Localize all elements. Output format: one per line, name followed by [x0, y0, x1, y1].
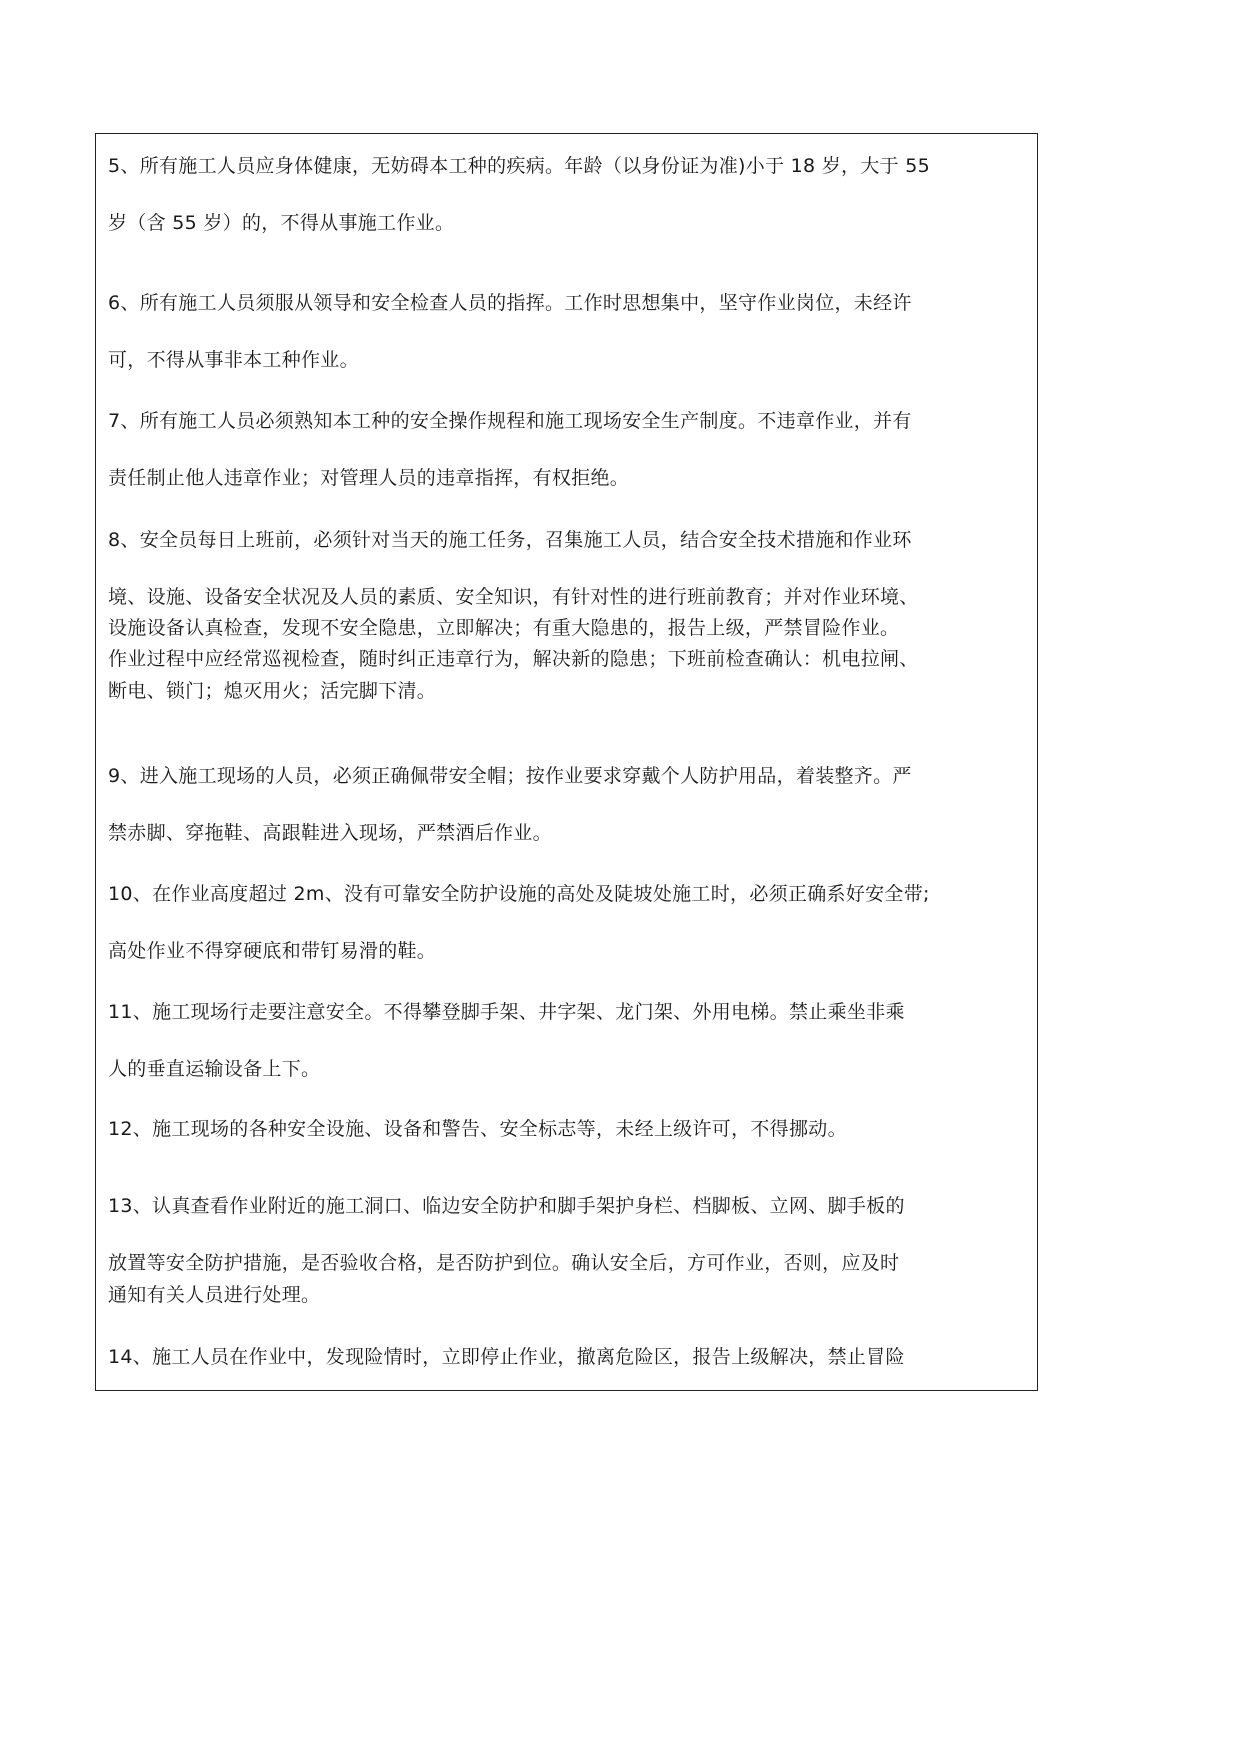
- item-9-line-1: 9、进入施工现场的人员，必须正确佩带安全帽；按作业要求穿戴个人防护用品，着装整齐。严: [108, 765, 912, 787]
- item-5: [108, 157, 1028, 233]
- item-12-line-1: 12、施工现场的各种安全设施、设备和警告、安全标志等，未经上级许可，不得挪动。: [108, 1118, 847, 1140]
- item-11-line-2: 人的垂直运输设备上下。: [108, 1058, 321, 1080]
- item-12: [108, 1120, 1028, 1139]
- item-8-line-2: 境、设施、设备安全状况及人员的素质、安全知识，有针对性的进行班前教育；并对作业环境、: [108, 586, 919, 608]
- item-9: [108, 767, 1028, 843]
- item-14: [108, 1348, 1028, 1367]
- item-6-line-1: 6、所有施工人员须服从领导和安全检查人员的指挥。工作时思想集中，坚守作业岗位，未经许: [108, 292, 912, 314]
- item-8: [108, 531, 1028, 701]
- item-14-line-1: 14、施工人员在作业中，发现险情时，立即停止作业，撤离危险区，报告上级解决，禁止冒险: [108, 1346, 905, 1368]
- item-8-line-4: 作业过程中应经常巡视检查，随时纠正违章行为，解决新的隐患；下班前检查确认：机电拉闸、: [108, 648, 919, 670]
- item-5-line-1: 5、所有施工人员应身体健康，无妨碍本工种的疾病。年龄（以身份证为准)小于 18 岁，大于 55: [108, 155, 931, 177]
- item-8-line-1: 8、安全员每日上班前，必须针对当天的施工任务，召集施工人员，结合安全技术措施和作业环: [108, 529, 912, 551]
- item-7: [108, 412, 1028, 488]
- item-7-line-2: 责任制止他人违章作业；对管理人员的违章指挥，有权拒绝。: [108, 467, 630, 489]
- item-13: [108, 1197, 1028, 1305]
- item-10-line-1: 10、在作业高度超过 2m、没有可靠安全防护设施的高处及陡坡处施工时，必须正确系好安全带;: [108, 883, 930, 905]
- item-13-line-2: 放置等安全防护措施，是否验收合格，是否防护到位。确认安全后，方可作业，否则，应及时: [108, 1252, 900, 1274]
- item-9-line-2: 禁赤脚、穿拖鞋、高跟鞋进入现场，严禁酒后作业。: [108, 822, 552, 844]
- item-13-line-3: 通知有关人员进行处理。: [108, 1284, 321, 1306]
- item-13-line-1: 13、认真查看作业附近的施工洞口、临边安全防护和脚手架护身栏、档脚板、立网、脚手板的: [108, 1195, 905, 1217]
- item-10-line-2: 高处作业不得穿硬底和带钉易滑的鞋。: [108, 940, 437, 962]
- item-5-line-2: 岁（含 55 岁）的，不得从事施工作业。: [108, 212, 455, 234]
- item-8-line-3: 设施设备认真检查，发现不安全隐患，立即解决；有重大隐患的，报告上级，严禁冒险作业。: [108, 617, 900, 639]
- item-8-line-5: 断电、锁门；熄灭用火；活完脚下清。: [108, 680, 437, 702]
- item-6: [108, 294, 1028, 370]
- item-7-line-1: 7、所有施工人员必须熟知本工种的安全操作规程和施工现场安全生产制度。不违章作业，并有: [108, 410, 912, 432]
- content-frame: [95, 133, 1038, 1391]
- item-6-line-2: 可，不得从事非本工种作业。: [108, 349, 359, 371]
- item-11-line-1: 11、施工现场行走要注意安全。不得攀登脚手架、井字架、龙门架、外用电梯。禁止乘坐非乘: [108, 1001, 905, 1023]
- item-11: [108, 1003, 1028, 1079]
- item-10: [108, 885, 1028, 961]
